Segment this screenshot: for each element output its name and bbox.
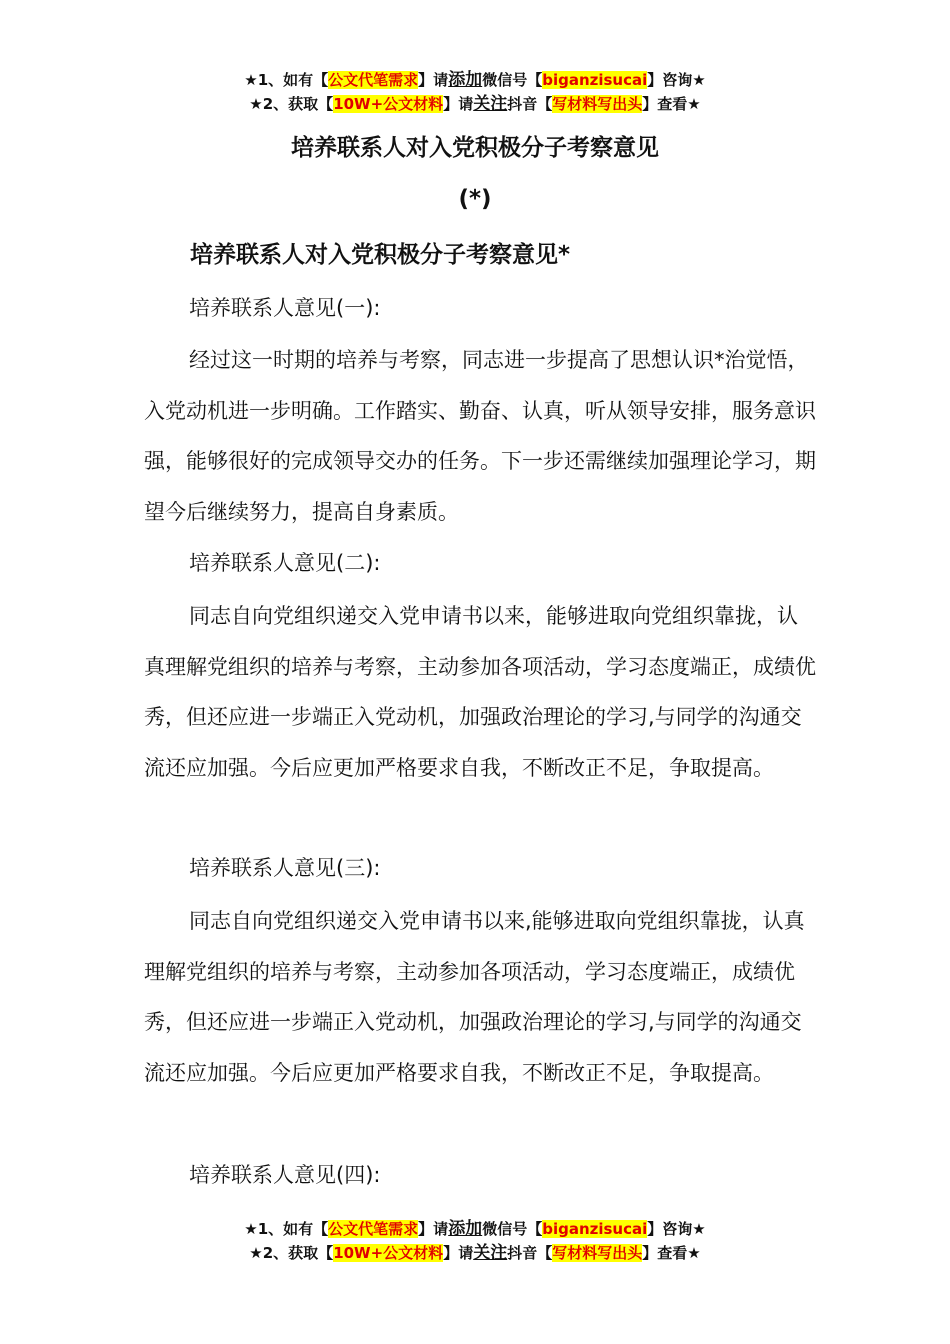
header-ad-2-mid2: 抖音【 (507, 95, 553, 113)
footer-ad-1-underlined: 添加 (448, 1219, 483, 1239)
footer-ad-2-mid: 】请 (443, 1244, 474, 1262)
footer-ad-line-2 (0, 1242, 950, 1264)
header-ad-2-highlight-materials: 10W+公文材料 (333, 95, 444, 113)
header-ad-2-highlight-douyin: 写材料写出头 (552, 95, 643, 113)
section-3-body: 同志自向党组织递交入党申请书以来,能够进取向党组织靠拢，认真理解党组织的培养与考察，主动参加各项活动，学习态度端正，成绩优秀，但还应进一步端正入党动机，加强政治理论的学习,与同学的沟通交流还应加强。今后应更加严格要求自我，不断改正不足，争取提高。 (144, 909, 805, 1085)
header-ad-1-underlined: 添加 (448, 70, 483, 90)
footer-ad-2-suffix: 】查看★ (642, 1244, 701, 1262)
section-2-body: 同志自向党组织递交入党申请书以来，能够进取向党组织靠拢，认真理解党组织的培养与考察，主动参加各项活动，学习态度端正，成绩优秀，但还应进一步端正入党动机，加强政治理论的学习,与同学的沟通交流还应加强。今后应更加严格要求自我，不断改正不足，争取提高。 (144, 604, 816, 780)
header-ad-2-underlined: 关注 (473, 94, 508, 114)
header-ad-line-2 (0, 93, 950, 115)
footer-ad-line-1 (0, 1218, 950, 1240)
header-ad-2-prefix: ★2、获取【 (249, 95, 334, 113)
section-2-heading: 培养联系人意见(二): (189, 551, 381, 575)
footer-ad-1-highlight-service: 公文代笔需求 (328, 1220, 419, 1238)
section-1-heading: 培养联系人意见(一): (189, 296, 381, 320)
footer-ad-1-mid: 】请 (418, 1220, 449, 1238)
footer-ad-2-highlight-douyin: 写材料写出头 (552, 1244, 643, 1262)
footer-ad-2-prefix: ★2、获取【 (249, 1244, 334, 1262)
header-ad-1-suffix: 】咨询★ (647, 71, 706, 89)
section-4-heading: 培养联系人意见(四): (189, 1163, 381, 1187)
header-ad-2-mid: 】请 (443, 95, 474, 113)
footer-ad-2-underlined: 关注 (473, 1243, 508, 1263)
document-title: 培养联系人对入党积极分子考察意见 (291, 135, 659, 161)
header-ad-line-1 (0, 69, 950, 91)
header-ad-1-mid2: 微信号【 (482, 71, 543, 89)
header-ad-1-highlight-wechat: biganzisucai (542, 71, 648, 89)
footer-ad-1-suffix: 】咨询★ (647, 1220, 706, 1238)
footer-ad-1-mid2: 微信号【 (482, 1220, 543, 1238)
footer-ad-1-prefix: ★1、如有【 (244, 1220, 329, 1238)
header-ad-2-suffix: 】查看★ (642, 95, 701, 113)
section-3-heading: 培养联系人意见(三): (189, 856, 381, 880)
header-ad-1-highlight-service: 公文代笔需求 (328, 71, 419, 89)
footer-ad-1-highlight-wechat: biganzisucai (542, 1220, 648, 1238)
header-ad-1-mid: 】请 (418, 71, 449, 89)
document-title-suffix: (*) (458, 186, 492, 212)
footer-ad-2-mid2: 抖音【 (507, 1244, 553, 1262)
document-subtitle: 培养联系人对入党积极分子考察意见* (190, 242, 571, 268)
footer-ad-2-highlight-materials: 10W+公文材料 (333, 1244, 444, 1262)
header-ad-1-prefix: ★1、如有【 (244, 71, 329, 89)
section-1-body: 经过这一时期的培养与考察，同志进一步提高了思想认识*治觉悟，入党动机进一步明确。工作踏实、勤奋、认真，听从领导安排，服务意识强，能够很好的完成领导交办的任务。下一步还需继续加强理论学习，期望今后继续努力，提高自身素质。 (144, 348, 816, 524)
